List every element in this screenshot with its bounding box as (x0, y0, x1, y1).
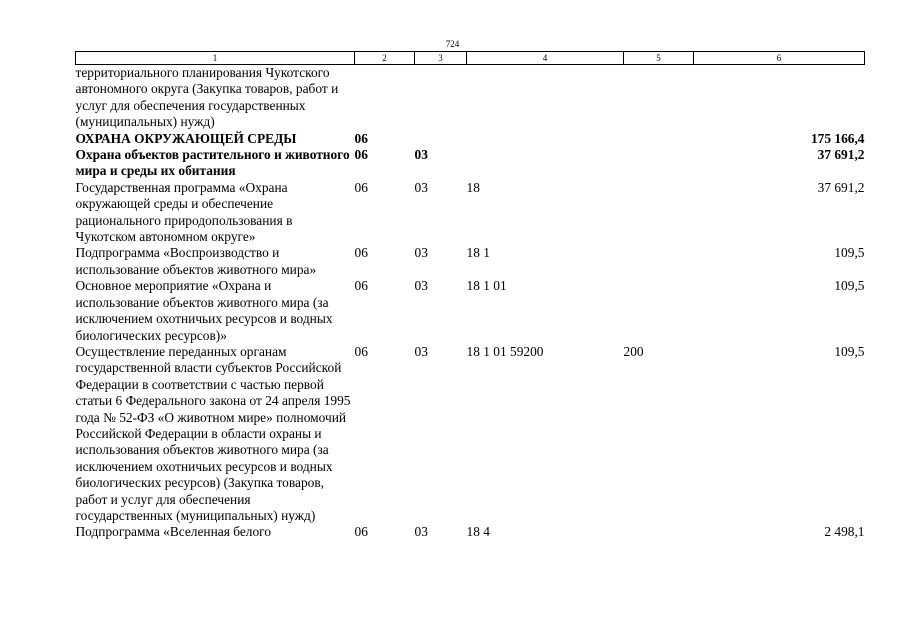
row-subsection: 03 (414, 147, 428, 163)
row-section (355, 65, 415, 131)
row-amount: 37 691,2 (817, 179, 865, 195)
table-row (76, 147, 865, 180)
row-amount (694, 65, 865, 131)
table-row (76, 524, 865, 540)
row-expense-type (624, 278, 694, 344)
row-expense-type (624, 131, 694, 147)
header-col-2: 2 (355, 52, 415, 65)
table-row (76, 245, 865, 278)
row-target: 18 1 01 59200 (466, 343, 544, 359)
row-section: 06 (354, 130, 368, 146)
row-section: 06 (354, 245, 368, 261)
row-section: 06 (354, 524, 368, 540)
row-name: территориального планирования Чукотского автономного округа (Закупка товаров, работ и услуг для обеспечения государственных (муниципальных) нужд) (75, 65, 339, 130)
row-subsection (415, 65, 467, 131)
row-target: 18 1 01 (466, 278, 507, 294)
table-header-row (76, 52, 865, 65)
row-section: 06 (354, 278, 368, 294)
row-name: Основное мероприятие «Охрана и использование объектов животного мира (за исключением охотничьих ресурсов и водных биологических ресурсов)» (75, 278, 333, 343)
row-subsection: 03 (414, 524, 428, 540)
page-number: 724 (445, 39, 460, 49)
row-expense-type (624, 65, 694, 131)
row-target (467, 131, 624, 147)
row-name: Государственная программа «Охрана окружающей среды и обеспечение рационального природопользования в Чукотском автономном округе» (75, 179, 293, 245)
row-name: Охрана объектов растительного и животного мира и среды их обитания (75, 147, 350, 179)
row-amount: 175 166,4 (810, 130, 865, 146)
row-expense-type (624, 524, 694, 540)
row-amount: 109,5 (834, 343, 865, 359)
row-target: 18 (466, 179, 480, 195)
row-expense-type (624, 180, 694, 246)
table-row (76, 344, 865, 524)
budget-table (75, 51, 865, 541)
row-section: 06 (354, 343, 368, 359)
header-col-3: 3 (415, 52, 467, 65)
header-col-1: 1 (76, 52, 355, 65)
row-amount: 37 691,2 (817, 147, 865, 163)
header-col-4: 4 (467, 52, 624, 65)
row-name: Осуществление переданных органам государственной власти субъектов Российской Федерации в соответствии с частью первой статьи 6 Федерального закона от 24 апреля 1995 года № 52-ФЗ «О животном мире» полномочий Российской Федерации в области охраны и использования объектов животного мира (за исключением охотничьих ресурсов и водных биологических ресурсов) (Закупка товаров, работ и услуг для обеспечения государственных (муниципальных) нужд) (75, 343, 351, 523)
header-col-6: 6 (694, 52, 865, 65)
table-row (76, 131, 865, 147)
row-target (467, 65, 624, 131)
row-target (467, 147, 624, 180)
row-subsection: 03 (414, 343, 428, 359)
row-section: 06 (354, 147, 368, 163)
row-name: Подпрограмма «Воспроизводство и использование объектов животного мира» (75, 245, 317, 277)
table-row (76, 65, 865, 131)
header-col-5: 5 (624, 52, 694, 65)
row-subsection (415, 131, 467, 147)
row-subsection: 03 (414, 278, 428, 294)
row-amount: 109,5 (834, 278, 865, 294)
table-row (76, 278, 865, 344)
row-amount: 2 498,1 (824, 524, 865, 540)
row-subsection: 03 (414, 245, 428, 261)
row-expense-type: 200 (623, 343, 644, 359)
row-expense-type (624, 245, 694, 278)
row-target: 18 1 (466, 245, 490, 261)
row-amount: 109,5 (834, 245, 865, 261)
row-expense-type (624, 147, 694, 180)
row-target: 18 4 (466, 524, 490, 540)
row-name: ОХРАНА ОКРУЖАЮЩЕЙ СРЕДЫ (75, 130, 297, 146)
table-row (76, 180, 865, 246)
row-subsection: 03 (414, 179, 428, 195)
row-section: 06 (354, 179, 368, 195)
row-name: Подпрограмма «Вселенная белого (75, 524, 272, 540)
